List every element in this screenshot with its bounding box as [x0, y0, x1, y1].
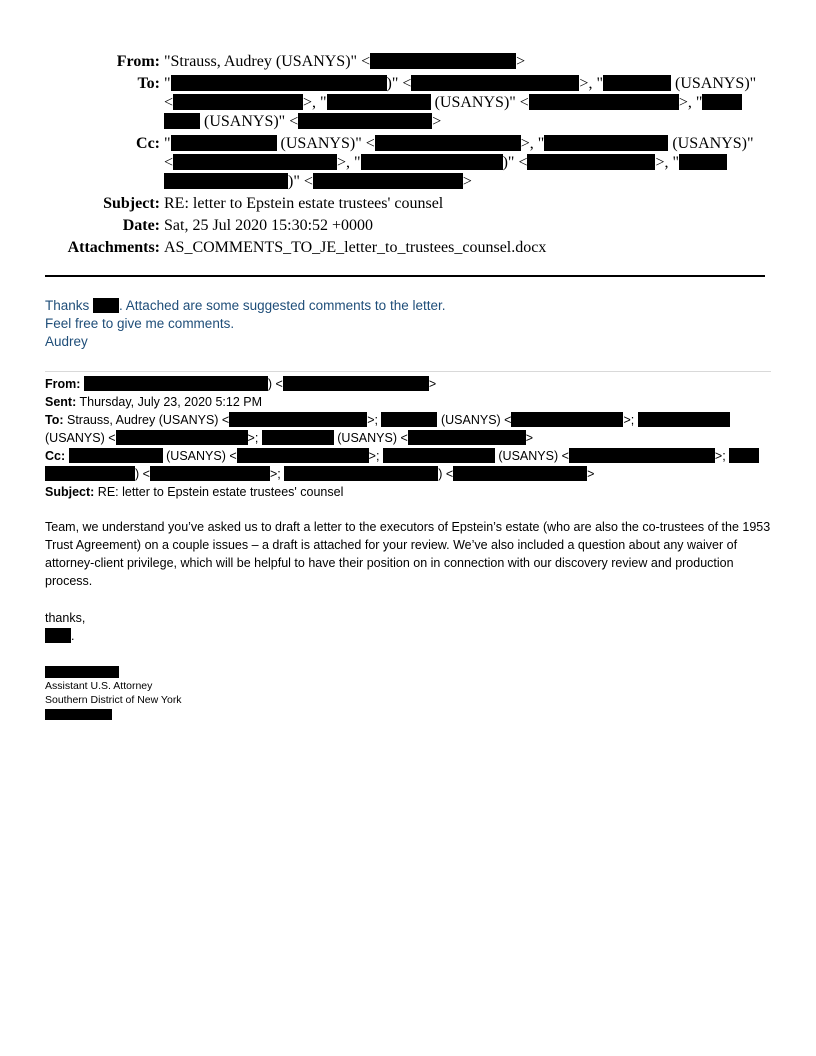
redaction [262, 430, 334, 445]
quoted-text: (USANYS) < [440, 413, 512, 427]
quoted-text: > [525, 431, 534, 445]
message-body [45, 518, 771, 590]
quoted-to [45, 411, 765, 429]
header-subject-row [40, 194, 780, 213]
quoted-text: >; [714, 449, 726, 463]
redaction [679, 154, 727, 170]
header-divider [45, 275, 765, 277]
to-text: (USANYS)" < [434, 94, 529, 111]
redaction [69, 448, 163, 463]
to-text: (USANYS)" < [204, 113, 299, 130]
date-value: Sat, 25 Jul 2020 15:30:52 +0000 [164, 217, 374, 234]
body-paragraph: Team, we understand you’ve asked us to draft a letter to the executors of Epstein’s estate (who are also the co-trustees of the 1953 Trust Agreement) on a couple issues – a draft is attached for your review. We’ve also included a question about any waiver of attorney-client privilege, which will be helpful to have their position on in connection with our discovery review and production process. [45, 520, 771, 588]
cc-text: (USANYS)" < [280, 135, 375, 152]
redaction [93, 298, 119, 313]
cc-text: >, " [520, 135, 545, 152]
reply-message [45, 297, 765, 351]
quoted-text: ) < [438, 467, 454, 481]
quoted-cc-label: Cc: [45, 449, 66, 463]
quoted-subject-label: Subject: [45, 485, 95, 499]
attachment-link[interactable]: AS_COMMENTS_TO_JE_letter_to_trustees_counsel.docx [164, 239, 547, 256]
redaction [375, 135, 521, 151]
quoted-sent-value: Thursday, July 23, 2020 5:12 PM [79, 395, 263, 409]
redaction [171, 135, 277, 151]
to-text: (USANYS)" [674, 75, 757, 92]
redaction [164, 173, 288, 189]
header-to-row [40, 74, 780, 131]
redaction [361, 154, 503, 170]
reply-signoff: Audrey [45, 334, 88, 349]
quoted-text: >; [368, 449, 380, 463]
to-text: " [164, 75, 171, 92]
quoted-from-label: From: [45, 377, 81, 391]
to-text: >, " [579, 75, 603, 92]
quoted-text: Strauss, Audrey (USANYS) < [67, 413, 230, 427]
date-label: Date: [122, 217, 160, 234]
reply-line [45, 297, 765, 315]
redaction [173, 94, 303, 110]
quoted-text: > [587, 467, 595, 481]
redaction [702, 94, 742, 110]
quoted-to-cont [45, 429, 765, 447]
redaction [313, 173, 463, 189]
quoted-text: (USANYS) < [498, 449, 569, 463]
quoted-text: ) < [267, 377, 283, 391]
cc-text: (USANYS)" [672, 135, 754, 152]
quoted-cc-cont [45, 465, 765, 483]
reply-line-2: Feel free to give me comments. [45, 316, 235, 331]
reply-thanks: Thanks [45, 298, 90, 313]
redaction [411, 75, 579, 91]
quoted-text: >; [623, 413, 635, 427]
redaction [283, 376, 429, 391]
redaction [383, 448, 495, 463]
quoted-header [45, 375, 765, 501]
cc-text: )" < [502, 154, 528, 171]
to-label: To: [137, 75, 160, 92]
quoted-text: >; [367, 413, 378, 427]
redaction [171, 75, 387, 91]
quoted-to-label: To: [45, 413, 64, 427]
quoted-subject [45, 483, 765, 501]
cc-text: >, " [337, 154, 361, 171]
quoted-text: (USANYS) < [337, 431, 408, 445]
redaction [729, 448, 759, 463]
attachments-label: Attachments: [67, 239, 160, 256]
redaction [237, 448, 369, 463]
cc-value [164, 134, 780, 191]
cc-text: < [164, 154, 174, 171]
header-attachments-row [40, 238, 780, 257]
redaction [544, 135, 668, 151]
cc-label: Cc: [136, 135, 160, 152]
redaction [527, 154, 655, 170]
cc-text: >, " [655, 154, 680, 171]
from-close: > [516, 53, 526, 70]
email-header [40, 52, 780, 257]
redaction [327, 94, 431, 110]
redaction [229, 412, 367, 427]
cc-text: )" < [288, 173, 313, 190]
closing-period: . [71, 629, 75, 643]
redaction [284, 466, 438, 481]
redaction [370, 53, 516, 69]
quoted-subject-value: RE: letter to Epstein estate trustees' counsel [97, 485, 344, 499]
subject-label: Subject: [103, 195, 160, 212]
reply-text: . Attached are some suggested comments to the letter. [119, 298, 446, 313]
redaction [511, 412, 623, 427]
from-label: From: [116, 53, 160, 70]
to-text: >, " [303, 94, 327, 111]
redaction [45, 466, 135, 481]
redaction [150, 466, 270, 481]
redaction [569, 448, 715, 463]
to-text: )" < [386, 75, 412, 92]
quoted-sent-label: Sent: [45, 395, 77, 409]
closing-thanks: thanks, [45, 611, 86, 625]
redaction [381, 412, 437, 427]
redaction [453, 466, 587, 481]
redaction [529, 94, 679, 110]
signature-block [45, 665, 182, 721]
redaction [164, 113, 200, 129]
redaction [173, 154, 337, 170]
header-cc-row [40, 134, 780, 191]
signature-title: Assistant U.S. Attorney [45, 680, 153, 692]
redaction [45, 628, 71, 643]
redaction [638, 412, 730, 427]
quoted-text: >; [269, 467, 281, 481]
to-text: < [164, 94, 174, 111]
redaction [298, 113, 432, 129]
quoted-text: (USANYS) < [166, 449, 237, 463]
redaction [408, 430, 526, 445]
to-text: >, " [678, 94, 703, 111]
closing [45, 609, 85, 645]
signature-contact [45, 707, 182, 721]
from-value: "Strauss, Audrey (USANYS)" < [164, 53, 371, 70]
header-from-row [40, 52, 780, 71]
cc-text: " [164, 135, 171, 152]
signature-office: Southern District of New York [45, 694, 182, 706]
subject-value: RE: letter to Epstein estate trustees' counsel [164, 195, 444, 212]
closing-name [45, 627, 85, 645]
quoted-text: (USANYS) < [45, 431, 116, 445]
redaction [116, 430, 248, 445]
quoted-from [45, 375, 765, 393]
redaction [84, 376, 268, 391]
quoted-text: >; [247, 431, 259, 445]
quoted-text: > [428, 377, 437, 391]
quoted-text: ) < [135, 467, 150, 481]
quoted-cc [45, 447, 765, 465]
quoted-sent [45, 393, 765, 411]
redaction [603, 75, 671, 91]
message-divider [45, 371, 771, 372]
redaction [45, 709, 112, 720]
to-value [164, 74, 780, 131]
signature-name [45, 665, 182, 679]
to-text: > [432, 113, 442, 130]
header-date-row [40, 216, 780, 235]
redaction [45, 666, 119, 678]
cc-text: > [462, 173, 472, 190]
